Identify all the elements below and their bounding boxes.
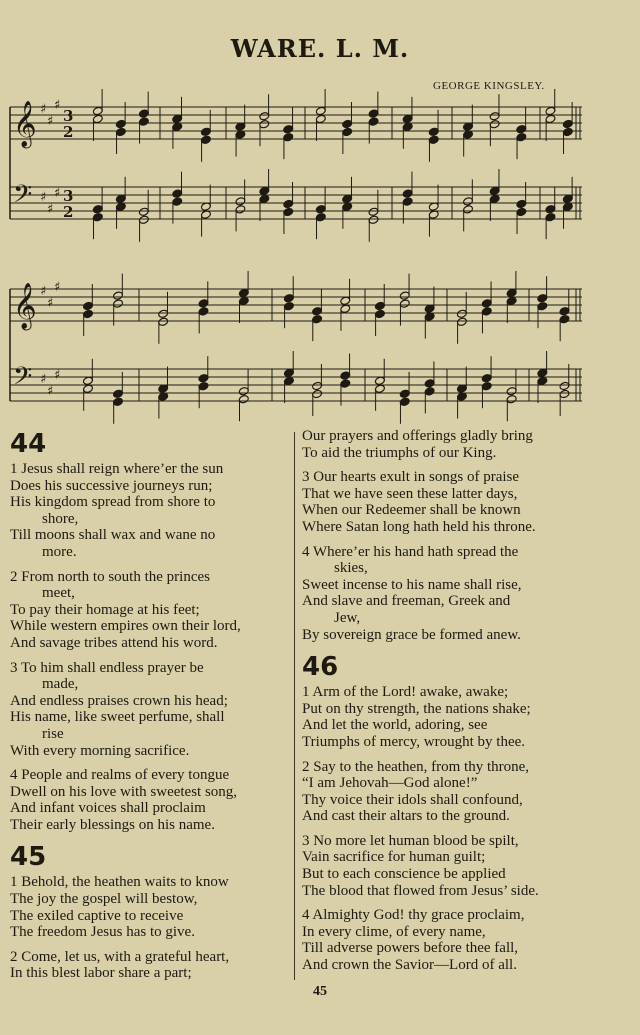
hymn-number: 45: [10, 842, 47, 873]
verse-line: Their early blessings on his name.: [10, 816, 215, 833]
clef-symbol: 𝄢: [13, 180, 33, 215]
time-signature-top: 3: [63, 107, 74, 125]
verse-line: With every morning sacrifice.: [10, 742, 190, 759]
sharp-sign: ♯: [54, 280, 61, 295]
verse-line: 1 Jesus shall reign where’er the sun: [10, 461, 224, 477]
verse-line: And endless praises crown his head;: [10, 692, 228, 709]
verse-line: And infant voices shall proclaim: [10, 800, 206, 817]
verse-line: rise: [42, 725, 64, 742]
clef-symbol: 𝄞: [13, 283, 37, 329]
column-divider: [294, 432, 295, 980]
hymn-tune-title: WARE. L. M.: [230, 34, 410, 63]
verse-line: And crown the Savior—Lord of all.: [302, 957, 517, 974]
left-column: [10, 428, 292, 990]
verse-line: 1 Behold, the heathen waits to know: [10, 874, 229, 891]
verse: [302, 428, 584, 461]
sharp-sign: ♯: [54, 368, 61, 383]
time-signature-top: 3: [63, 187, 74, 205]
sharp-sign: ♯: [40, 102, 47, 117]
time-signature-bottom: 2: [63, 123, 74, 141]
verse-line: The joy the gospel will bestow,: [10, 891, 198, 908]
sharp-sign: ♯: [47, 114, 54, 129]
verse-line: Triumphs of mercy, wrought by thee.: [302, 733, 526, 750]
verse-line: 3 To him shall endless prayer be: [10, 659, 204, 676]
verse: [10, 461, 292, 561]
verse-line: Where Satan long hath held his throne.: [302, 518, 536, 535]
sharp-sign: ♯: [54, 186, 61, 201]
sharp-sign: ♯: [40, 372, 47, 387]
verse-line: shore,: [42, 510, 79, 527]
verse-line: skies,: [334, 560, 368, 577]
verse-line: The exiled captive to receive: [10, 907, 184, 924]
time-signature-bottom: 2: [63, 203, 74, 221]
verse-line: While western empires own their lord,: [10, 618, 241, 635]
verse-line: 2 From north to south the princes: [10, 568, 210, 585]
verse: [302, 759, 584, 825]
verse-line: When our Redeemer shall be known: [302, 502, 521, 519]
sharp-sign: ♯: [54, 98, 61, 113]
verse: [10, 660, 292, 760]
verse-line: That we have seen these latter days,: [302, 485, 518, 502]
verse-line: meet,: [42, 585, 75, 602]
hymn-number: 46: [302, 652, 339, 683]
hymn-block: [302, 651, 584, 974]
sharp-sign: ♯: [47, 384, 54, 399]
verse-line: 1 Arm of the Lord! awake, awake;: [302, 684, 509, 701]
verse-line: But to each conscience be applied: [302, 866, 506, 883]
verse-line: 4 Where’er his hand hath spread the: [302, 543, 519, 560]
hymn-block: [10, 841, 292, 982]
verse-line: 4 Almighty God! thy grace proclaim,: [302, 907, 525, 924]
verse-line: 3 Our hearts exult in songs of praise: [302, 469, 520, 486]
verse-line: Sweet incense to his name shall rise,: [302, 576, 522, 593]
verse-line: 2 Say to the heathen, from thy throne,: [302, 758, 530, 775]
sharp-sign: ♯: [47, 296, 54, 311]
verse: [302, 469, 584, 535]
verse-line: made,: [42, 676, 79, 693]
verse-line: His kingdom spread from shore to: [10, 494, 216, 511]
verse: [10, 949, 292, 982]
verse-line: 3 No more let human blood be spilt,: [302, 832, 519, 849]
verse-line: In every clime, of every name,: [302, 923, 486, 940]
verse: [302, 544, 584, 644]
clef-symbol: 𝄢: [13, 362, 33, 397]
verse-line: Put on thy strength, the nations shake;: [302, 700, 531, 717]
verse-line: And savage tribes attend his word.: [10, 634, 218, 651]
verse-line: 4 People and realms of every tongue: [10, 767, 230, 784]
sharp-sign: ♯: [40, 190, 47, 205]
verse-line: 2 Come, let us, with a grateful heart,: [10, 948, 230, 965]
hymn-number: 44: [10, 429, 47, 459]
verse-line: His name, like sweet perfume, shall: [10, 709, 225, 726]
verse-line: Thy voice their idols shall confound,: [302, 791, 523, 808]
verse-line: And let the world, adoring, see: [302, 717, 488, 734]
verse-line: To aid the triumphs of our King.: [302, 444, 497, 461]
verse-line: Our prayers and offerings gladly bring: [302, 428, 533, 444]
verse: [10, 569, 292, 652]
sharp-sign: ♯: [40, 284, 47, 299]
verse-line: Does his successive journeys run;: [10, 477, 213, 494]
composer-credit: GEORGE KINGSLEY.: [433, 80, 545, 92]
verse-line: In this blest labor share a part;: [10, 965, 192, 982]
verse: [302, 684, 584, 750]
verse-line: Till moons shall wax and wane no: [10, 527, 216, 544]
verse: [302, 833, 584, 899]
verse-line: And cast their altars to the ground.: [302, 808, 510, 825]
verse-line: Vain sacrifice for human guilt;: [302, 849, 486, 866]
verse: [302, 907, 584, 973]
right-column: [302, 428, 584, 982]
verse-line: Jew,: [334, 609, 361, 626]
clef-symbol: 𝄞: [13, 101, 37, 147]
sharp-sign: ♯: [47, 202, 54, 217]
music-score: [0, 0, 640, 425]
verse-line: The blood that flowed from Jesus’ side.: [302, 882, 539, 899]
verse-line: The freedom Jesus has to give.: [10, 924, 195, 941]
verse-line: “I am Jehovah—God alone!”: [302, 775, 478, 792]
verse-line: By sovereign grace be formed anew.: [302, 626, 521, 643]
verse: [10, 767, 292, 833]
verse: [10, 874, 292, 940]
verse-line: Till adverse powers before thee fall,: [302, 940, 519, 957]
verse-line: And slave and freeman, Greek and: [302, 593, 511, 610]
verse-line: more.: [42, 543, 77, 560]
verse-line: To pay their homage at his feet;: [10, 601, 200, 618]
hymn-block: [10, 428, 292, 833]
verse-line: Dwell on his love with sweetest song,: [10, 783, 238, 800]
page-number: 45: [313, 984, 327, 999]
